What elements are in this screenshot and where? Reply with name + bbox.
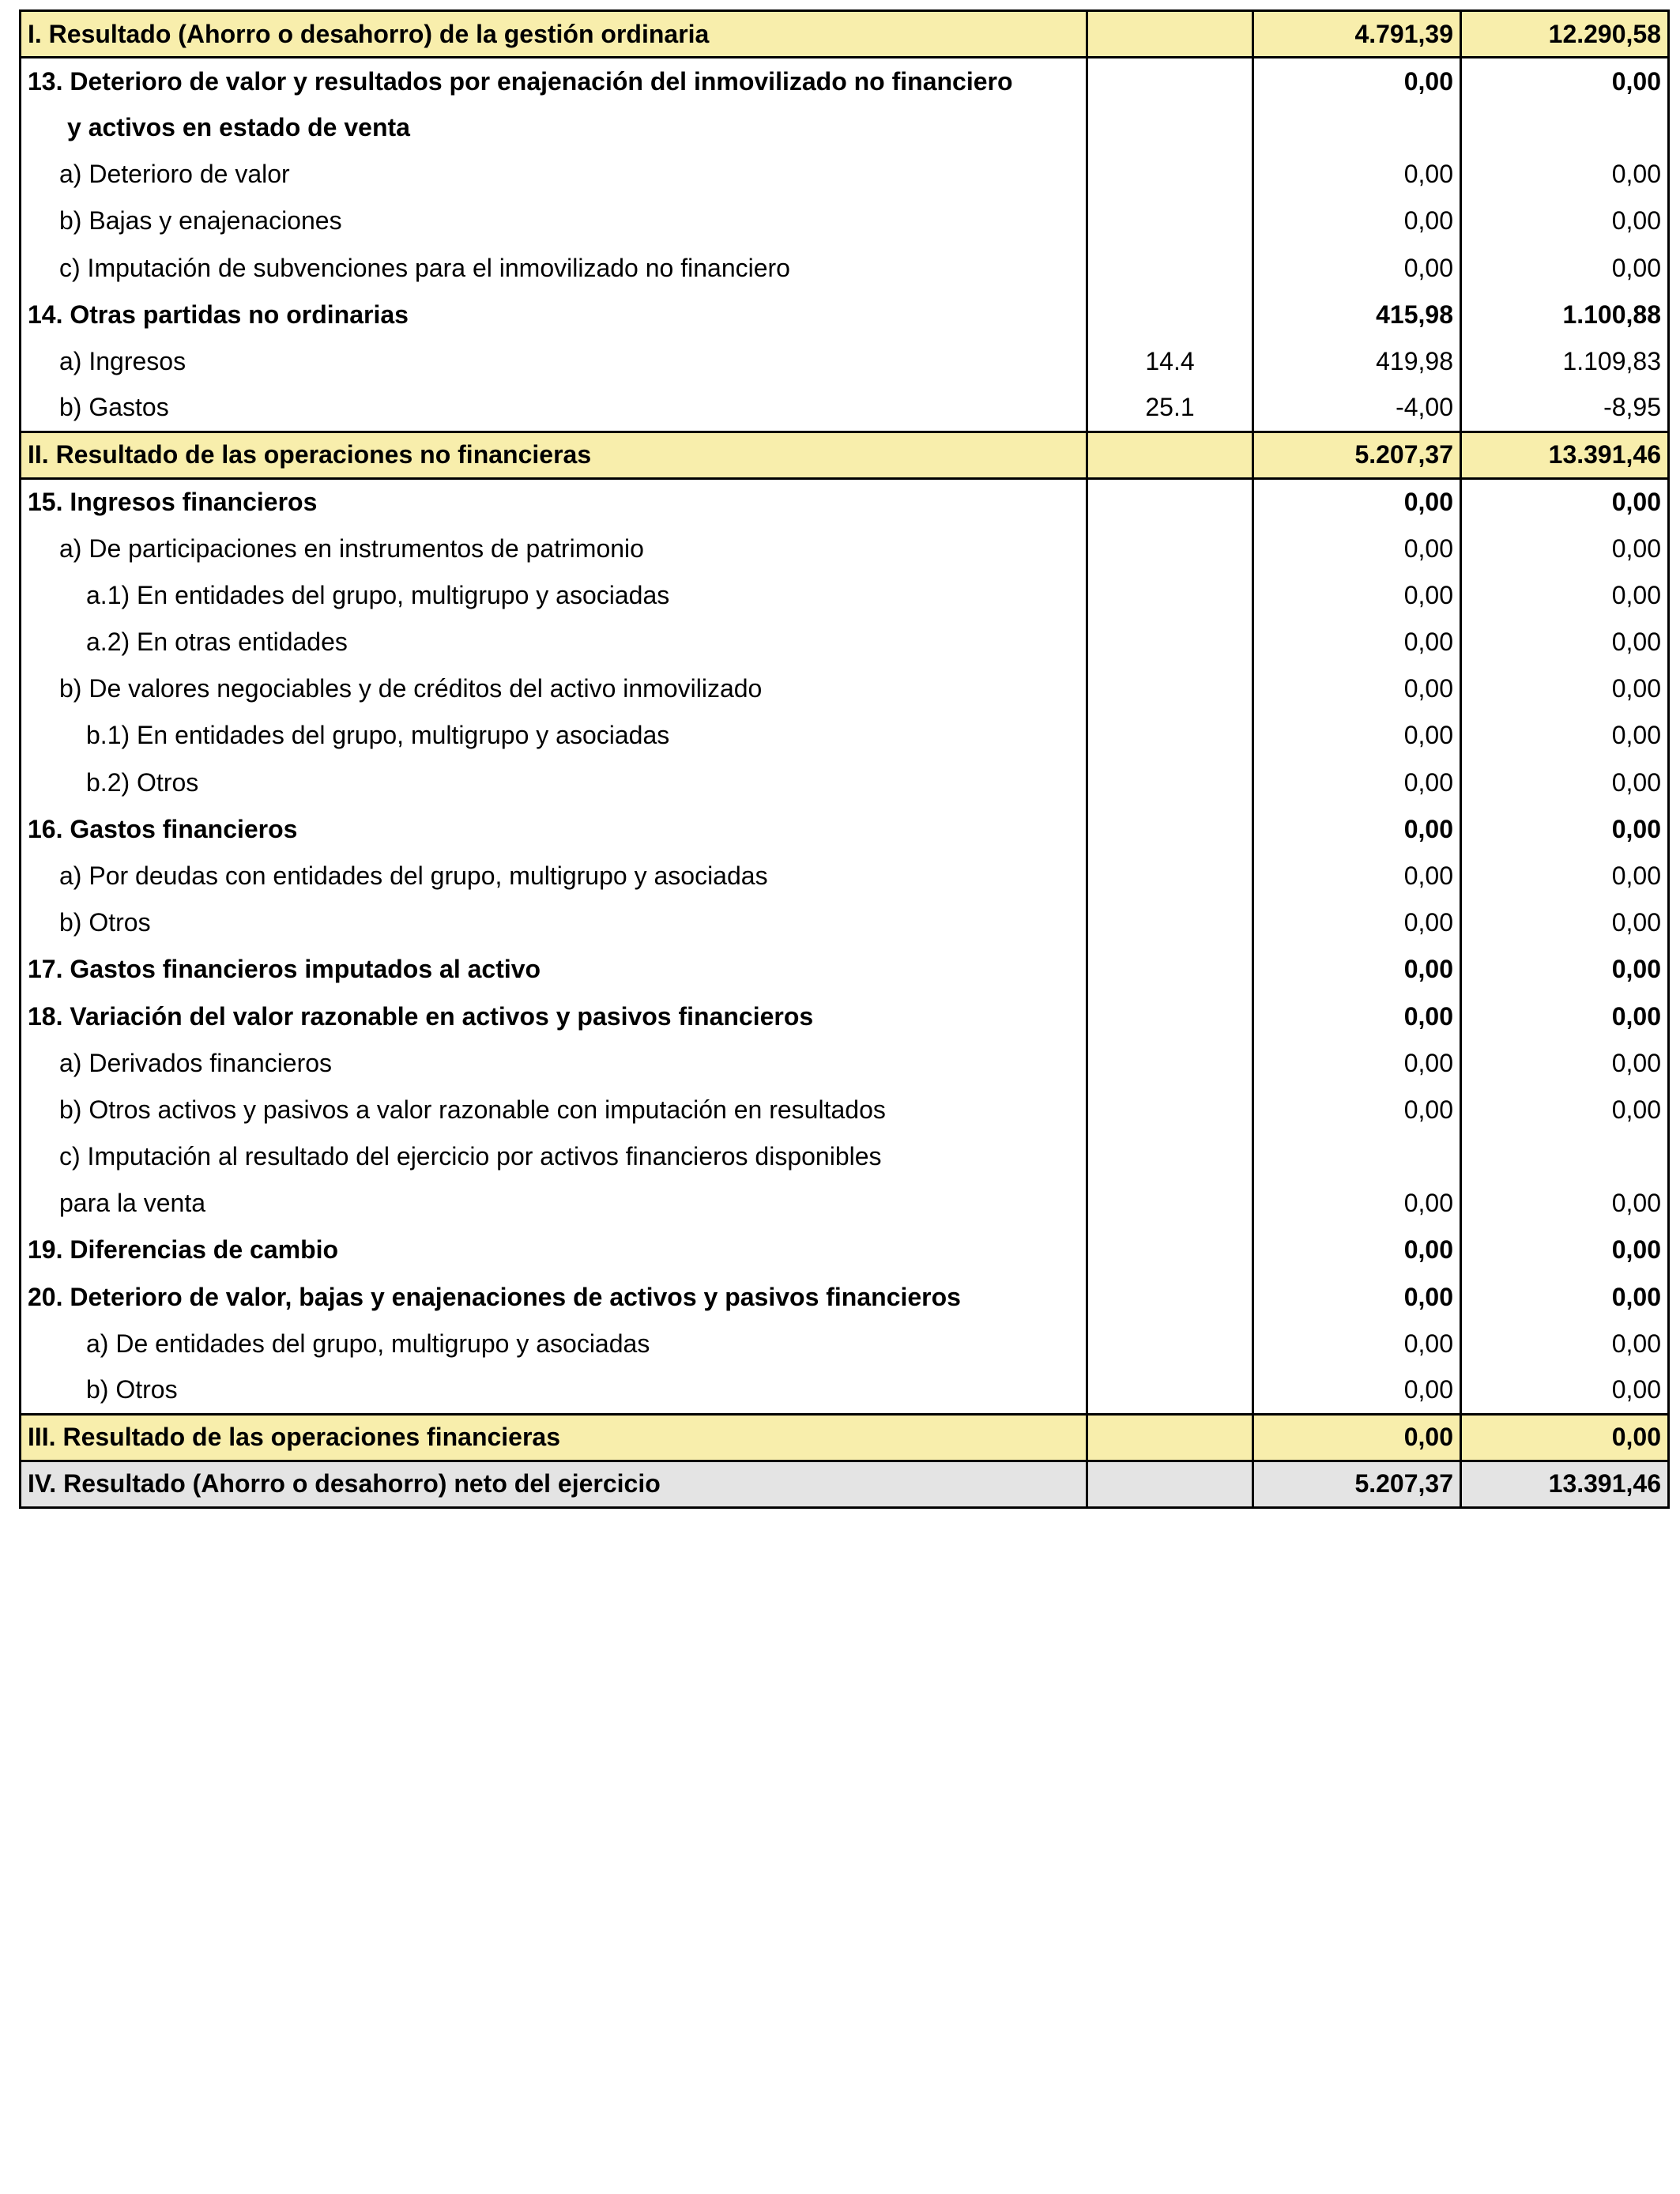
table-row	[21, 853, 1669, 899]
row-note	[1087, 899, 1253, 946]
row-label: a) Derivados financieros	[21, 1040, 1087, 1087]
row-value-current: 419,98	[1253, 338, 1461, 385]
row-value-previous: 0,00	[1461, 899, 1669, 946]
row-value-current: 0,00	[1253, 1367, 1461, 1414]
row-label: a) De entidades del grupo, multigrupo y asociadas	[21, 1321, 1087, 1367]
table-row	[21, 1040, 1669, 1087]
total-row	[21, 432, 1669, 478]
table-row	[21, 151, 1669, 198]
row-value-current: -4,00	[1253, 385, 1461, 432]
table-row	[21, 526, 1669, 572]
row-label: 17. Gastos financieros imputados al activo	[21, 946, 1087, 993]
row-label: a) De participaciones en instrumentos de patrimonio	[21, 526, 1087, 572]
row-value-previous: 0,00	[1461, 712, 1669, 759]
row-value-current: 0,00	[1253, 806, 1461, 853]
row-value-current: 0,00	[1253, 1321, 1461, 1367]
income-statement-sheet	[19, 9, 1667, 1509]
row-value-current: 0,00	[1253, 853, 1461, 899]
row-value-current: 0,00	[1253, 1274, 1461, 1321]
row-value-current: 0,00	[1253, 198, 1461, 244]
row-note	[1087, 712, 1253, 759]
row-value-current: 0,00	[1253, 478, 1461, 525]
table-row	[21, 1227, 1669, 1273]
row-note	[1087, 806, 1253, 853]
row-label: IV. Resultado (Ahorro o desahorro) neto del ejercicio	[21, 1461, 1087, 1507]
table-row	[21, 946, 1669, 993]
row-label: b) De valores negociables y de créditos del activo inmovilizado	[21, 665, 1087, 712]
row-note	[1087, 993, 1253, 1039]
table-row	[21, 665, 1669, 712]
row-note	[1087, 572, 1253, 619]
row-value-current: 0,00	[1253, 151, 1461, 198]
row-value-current: 0,00	[1253, 572, 1461, 619]
row-label: a) Ingresos	[21, 338, 1087, 385]
table-row	[21, 58, 1669, 104]
row-value-previous: 0,00	[1461, 151, 1669, 198]
row-value-current: 0,00	[1253, 244, 1461, 291]
row-label: 20. Deterioro de valor, bajas y enajenaciones de activos y pasivos financieros	[21, 1274, 1087, 1321]
row-value-current	[1253, 104, 1461, 151]
row-label: b) Gastos	[21, 385, 1087, 432]
row-value-current: 5.207,37	[1253, 432, 1461, 478]
row-value-current: 5.207,37	[1253, 1461, 1461, 1507]
row-label: a) Por deudas con entidades del grupo, multigrupo y asociadas	[21, 853, 1087, 899]
row-value-previous: 0,00	[1461, 198, 1669, 244]
table-row	[21, 104, 1669, 151]
row-value-previous: 13.391,46	[1461, 432, 1669, 478]
row-note	[1087, 292, 1253, 338]
table-row	[21, 1321, 1669, 1367]
row-value-current: 0,00	[1253, 760, 1461, 806]
table-row	[21, 338, 1669, 385]
row-label: I. Resultado (Ahorro o desahorro) de la gestión ordinaria	[21, 11, 1087, 58]
row-value-previous: 0,00	[1461, 1367, 1669, 1414]
row-note	[1087, 1227, 1253, 1273]
row-value-current: 0,00	[1253, 619, 1461, 665]
table-row	[21, 993, 1669, 1039]
row-label: c) Imputación al resultado del ejercicio por activos financieros disponibles	[21, 1133, 1087, 1180]
table-row	[21, 806, 1669, 853]
row-note	[1087, 1133, 1253, 1180]
row-note	[1087, 1321, 1253, 1367]
row-note	[1087, 1461, 1253, 1507]
row-value-previous	[1461, 1133, 1669, 1180]
table-row	[21, 385, 1669, 432]
row-note	[1087, 853, 1253, 899]
row-label: II. Resultado de las operaciones no financieras	[21, 432, 1087, 478]
row-label: a.2) En otras entidades	[21, 619, 1087, 665]
row-value-previous: 0,00	[1461, 1087, 1669, 1133]
row-note	[1087, 619, 1253, 665]
row-note	[1087, 11, 1253, 58]
table-row	[21, 1367, 1669, 1414]
row-label: 15. Ingresos financieros	[21, 478, 1087, 525]
row-note	[1087, 760, 1253, 806]
row-value-previous: 0,00	[1461, 946, 1669, 993]
row-note	[1087, 1414, 1253, 1461]
row-note	[1087, 58, 1253, 104]
row-label: 13. Deterioro de valor y resultados por enajenación del inmovilizado no financiero	[21, 58, 1087, 104]
row-value-current: 0,00	[1253, 899, 1461, 946]
table-row	[21, 1133, 1669, 1180]
row-value-current: 0,00	[1253, 1087, 1461, 1133]
row-note: 25.1	[1087, 385, 1253, 432]
row-value-previous: 0,00	[1461, 244, 1669, 291]
row-value-previous: 0,00	[1461, 526, 1669, 572]
row-value-previous: -8,95	[1461, 385, 1669, 432]
row-value-current: 0,00	[1253, 665, 1461, 712]
row-value-previous: 0,00	[1461, 1180, 1669, 1227]
row-value-previous: 0,00	[1461, 619, 1669, 665]
row-value-previous: 0,00	[1461, 572, 1669, 619]
row-value-previous: 0,00	[1461, 478, 1669, 525]
row-label: 18. Variación del valor razonable en activos y pasivos financieros	[21, 993, 1087, 1039]
row-note	[1087, 665, 1253, 712]
row-value-previous: 0,00	[1461, 806, 1669, 853]
row-label: b.1) En entidades del grupo, multigrupo y asociadas	[21, 712, 1087, 759]
table-row	[21, 292, 1669, 338]
row-label: b) Otros activos y pasivos a valor razonable con imputación en resultados	[21, 1087, 1087, 1133]
row-value-previous: 0,00	[1461, 665, 1669, 712]
table-row	[21, 244, 1669, 291]
row-value-previous: 0,00	[1461, 760, 1669, 806]
row-value-previous: 1.100,88	[1461, 292, 1669, 338]
statement-rows	[21, 11, 1669, 1508]
row-label: b) Bajas y enajenaciones	[21, 198, 1087, 244]
row-value-previous: 0,00	[1461, 1227, 1669, 1273]
total-row	[21, 11, 1669, 58]
income-statement-table	[19, 9, 1670, 1509]
table-row	[21, 478, 1669, 525]
total-row	[21, 1414, 1669, 1461]
row-label: a.1) En entidades del grupo, multigrupo y asociadas	[21, 572, 1087, 619]
row-value-current: 0,00	[1253, 526, 1461, 572]
row-label: b) Otros	[21, 899, 1087, 946]
row-label: 14. Otras partidas no ordinarias	[21, 292, 1087, 338]
row-value-current: 0,00	[1253, 712, 1461, 759]
row-value-current: 415,98	[1253, 292, 1461, 338]
row-value-previous: 12.290,58	[1461, 11, 1669, 58]
row-value-current: 0,00	[1253, 946, 1461, 993]
row-note	[1087, 1180, 1253, 1227]
table-row	[21, 760, 1669, 806]
row-note: 14.4	[1087, 338, 1253, 385]
row-value-previous: 0,00	[1461, 1414, 1669, 1461]
row-note	[1087, 198, 1253, 244]
table-row	[21, 899, 1669, 946]
row-note	[1087, 478, 1253, 525]
row-label: y activos en estado de venta	[21, 104, 1087, 151]
row-value-previous: 0,00	[1461, 1040, 1669, 1087]
table-row	[21, 1087, 1669, 1133]
row-value-current: 0,00	[1253, 1227, 1461, 1273]
table-row	[21, 1180, 1669, 1227]
table-row	[21, 712, 1669, 759]
row-note	[1087, 526, 1253, 572]
row-value-previous: 0,00	[1461, 853, 1669, 899]
row-label: b) Otros	[21, 1367, 1087, 1414]
row-value-previous: 0,00	[1461, 993, 1669, 1039]
row-label: para la venta	[21, 1180, 1087, 1227]
table-row	[21, 619, 1669, 665]
row-note	[1087, 1087, 1253, 1133]
row-note	[1087, 244, 1253, 291]
row-label: III. Resultado de las operaciones financieras	[21, 1414, 1087, 1461]
row-note	[1087, 1274, 1253, 1321]
row-label: b.2) Otros	[21, 760, 1087, 806]
table-row	[21, 572, 1669, 619]
row-value-current: 0,00	[1253, 1414, 1461, 1461]
row-note	[1087, 1040, 1253, 1087]
row-label: c) Imputación de subvenciones para el inmovilizado no financiero	[21, 244, 1087, 291]
row-label: 16. Gastos financieros	[21, 806, 1087, 853]
total-row	[21, 1461, 1669, 1507]
row-value-previous	[1461, 104, 1669, 151]
row-value-previous: 1.109,83	[1461, 338, 1669, 385]
row-value-current: 0,00	[1253, 58, 1461, 104]
row-value-previous: 0,00	[1461, 58, 1669, 104]
table-row	[21, 198, 1669, 244]
row-note	[1087, 1367, 1253, 1414]
table-row	[21, 1274, 1669, 1321]
row-note	[1087, 946, 1253, 993]
row-value-previous: 13.391,46	[1461, 1461, 1669, 1507]
row-value-current: 0,00	[1253, 1180, 1461, 1227]
row-value-current: 4.791,39	[1253, 11, 1461, 58]
row-value-current: 0,00	[1253, 1040, 1461, 1087]
row-value-previous: 0,00	[1461, 1321, 1669, 1367]
row-value-current	[1253, 1133, 1461, 1180]
row-note	[1087, 432, 1253, 478]
row-note	[1087, 151, 1253, 198]
row-value-previous: 0,00	[1461, 1274, 1669, 1321]
row-label: a) Deterioro de valor	[21, 151, 1087, 198]
row-label: 19. Diferencias de cambio	[21, 1227, 1087, 1273]
row-note	[1087, 104, 1253, 151]
row-value-current: 0,00	[1253, 993, 1461, 1039]
